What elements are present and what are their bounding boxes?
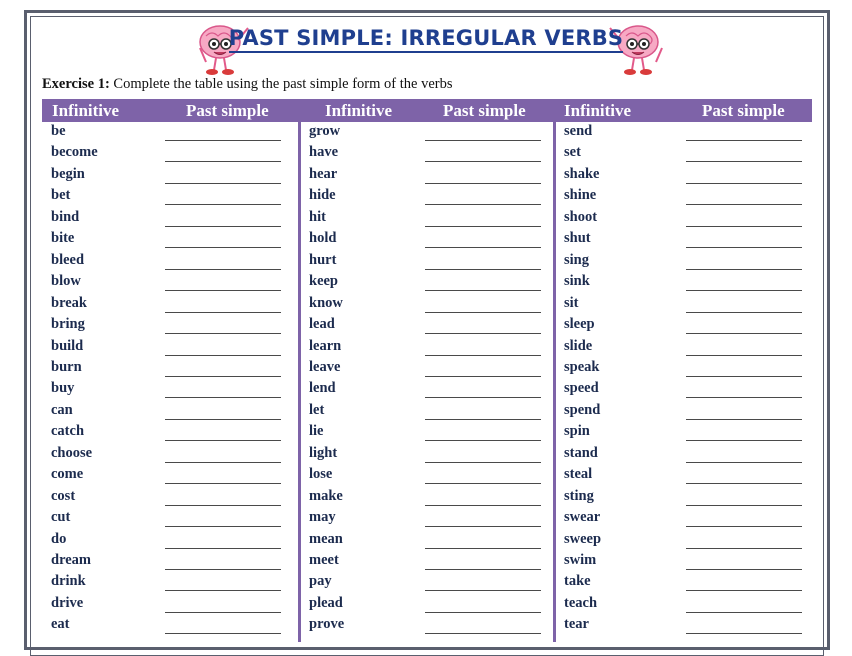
past-simple-answer-blank[interactable] — [425, 161, 541, 162]
verb-infinitive: swear — [564, 509, 601, 526]
verb-infinitive: can — [51, 401, 73, 418]
past-simple-answer-blank[interactable] — [686, 161, 802, 162]
verb-infinitive: hit — [309, 208, 326, 225]
verb-infinitive: lie — [309, 423, 324, 440]
column-divider — [553, 122, 556, 642]
past-simple-answer-blank[interactable] — [686, 612, 802, 613]
table-header — [42, 99, 812, 122]
past-simple-answer-blank[interactable] — [686, 569, 802, 570]
exercise-instruction: Exercise 1: Complete the table using the past simple form of the verbs — [42, 76, 453, 92]
verb-infinitive: may — [309, 509, 336, 526]
past-simple-answer-blank[interactable] — [686, 462, 802, 463]
header-infinitive-2: Infinitive — [325, 101, 393, 120]
past-simple-answer-blank[interactable] — [165, 247, 281, 248]
past-simple-answer-blank[interactable] — [425, 333, 541, 334]
past-simple-answer-blank[interactable] — [425, 226, 541, 227]
verb-infinitive: come — [51, 466, 84, 483]
verb-infinitive: spend — [564, 401, 601, 418]
verb-infinitive: hold — [309, 230, 337, 247]
past-simple-answer-blank[interactable] — [425, 462, 541, 463]
past-simple-answer-blank[interactable] — [165, 483, 281, 484]
verb-infinitive: drink — [51, 573, 86, 590]
verb-infinitive: steal — [564, 466, 593, 483]
past-simple-answer-blank[interactable] — [425, 140, 541, 141]
past-simple-answer-blank[interactable] — [425, 548, 541, 549]
past-simple-answer-blank[interactable] — [165, 140, 281, 141]
past-simple-answer-blank[interactable] — [425, 419, 541, 420]
past-simple-answer-blank[interactable] — [425, 612, 541, 613]
verb-infinitive: sleep — [564, 316, 595, 333]
past-simple-answer-blank[interactable] — [686, 483, 802, 484]
verb-infinitive: shake — [564, 165, 600, 182]
verb-infinitive: catch — [51, 423, 85, 440]
past-simple-answer-blank[interactable] — [686, 526, 802, 527]
header-past-simple-3: Past simple — [702, 101, 785, 120]
past-simple-answer-blank[interactable] — [165, 590, 281, 591]
verb-infinitive: have — [309, 144, 338, 161]
past-simple-answer-blank[interactable] — [425, 526, 541, 527]
past-simple-answer-blank[interactable] — [686, 226, 802, 227]
header-past-simple-2: Past simple — [443, 101, 526, 120]
past-simple-answer-blank[interactable] — [686, 355, 802, 356]
past-simple-answer-blank[interactable] — [425, 355, 541, 356]
verb-infinitive: leave — [309, 358, 341, 375]
past-simple-answer-blank[interactable] — [165, 376, 281, 377]
past-simple-answer-blank[interactable] — [686, 140, 802, 141]
past-simple-answer-blank[interactable] — [686, 333, 802, 334]
verb-infinitive: stand — [564, 444, 598, 461]
verb-infinitive: build — [51, 337, 84, 354]
column-divider — [298, 122, 301, 642]
past-simple-answer-blank[interactable] — [165, 269, 281, 270]
past-simple-answer-blank[interactable] — [425, 204, 541, 205]
past-simple-answer-blank[interactable] — [165, 290, 281, 291]
header-past-simple-1: Past simple — [186, 101, 269, 120]
header-infinitive-3: Infinitive — [564, 101, 632, 120]
past-simple-answer-blank[interactable] — [425, 247, 541, 248]
past-simple-answer-blank[interactable] — [165, 462, 281, 463]
verb-infinitive: light — [309, 444, 338, 461]
verb-infinitive: sting — [564, 487, 594, 504]
verb-infinitive: learn — [309, 337, 342, 354]
verb-infinitive: shine — [564, 187, 597, 204]
verb-infinitive: speed — [564, 380, 599, 397]
verb-infinitive: sing — [564, 251, 589, 268]
verb-infinitive: grow — [309, 123, 341, 139]
verb-infinitive: begin — [51, 165, 85, 182]
past-simple-answer-blank[interactable] — [165, 183, 281, 184]
past-simple-answer-blank[interactable] — [425, 290, 541, 291]
past-simple-answer-blank[interactable] — [686, 590, 802, 591]
verb-infinitive: take — [564, 573, 591, 590]
verb-infinitive: plead — [309, 594, 343, 611]
verb-infinitive: hide — [309, 187, 336, 204]
past-simple-answer-blank[interactable] — [425, 183, 541, 184]
verb-infinitive: break — [51, 294, 87, 311]
past-simple-answer-blank[interactable] — [686, 183, 802, 184]
past-simple-answer-blank[interactable] — [686, 204, 802, 205]
past-simple-answer-blank[interactable] — [165, 505, 281, 506]
verb-infinitive: teach — [564, 594, 598, 611]
past-simple-answer-blank[interactable] — [686, 376, 802, 377]
past-simple-answer-blank[interactable] — [686, 440, 802, 441]
past-simple-answer-blank[interactable] — [686, 290, 802, 291]
verb-infinitive: lend — [309, 380, 336, 397]
past-simple-answer-blank[interactable] — [686, 505, 802, 506]
past-simple-answer-blank[interactable] — [165, 633, 281, 634]
verb-infinitive: bind — [51, 208, 80, 225]
page-title: PAST SIMPLE: IRREGULAR VERBS — [0, 26, 852, 50]
verb-infinitive: bet — [51, 187, 71, 204]
verb-infinitive: hurt — [309, 251, 337, 268]
past-simple-answer-blank[interactable] — [165, 548, 281, 549]
past-simple-answer-blank[interactable] — [165, 204, 281, 205]
verb-infinitive: let — [309, 401, 325, 418]
past-simple-answer-blank[interactable] — [425, 397, 541, 398]
past-simple-answer-blank[interactable] — [686, 247, 802, 248]
past-simple-answer-blank[interactable] — [165, 612, 281, 613]
verb-infinitive: dream — [51, 552, 92, 568]
verb-infinitive: know — [309, 294, 343, 311]
verb-infinitive: set — [564, 144, 581, 161]
past-simple-answer-blank[interactable] — [425, 569, 541, 570]
verb-infinitive: sit — [564, 294, 579, 311]
verb-infinitive: lead — [309, 316, 335, 333]
past-simple-answer-blank[interactable] — [165, 419, 281, 420]
past-simple-answer-blank[interactable] — [425, 440, 541, 441]
verb-infinitive: make — [309, 487, 343, 504]
past-simple-answer-blank[interactable] — [425, 505, 541, 506]
verb-infinitive: mean — [309, 530, 343, 547]
past-simple-answer-blank[interactable] — [686, 269, 802, 270]
past-simple-answer-blank[interactable] — [686, 633, 802, 634]
past-simple-answer-blank[interactable] — [165, 333, 281, 334]
verb-infinitive: slide — [564, 337, 593, 354]
verb-infinitive: shoot — [564, 208, 598, 225]
past-simple-answer-blank[interactable] — [686, 312, 802, 313]
verb-infinitive: bleed — [51, 251, 85, 268]
past-simple-answer-blank[interactable] — [425, 269, 541, 270]
past-simple-answer-blank[interactable] — [165, 226, 281, 227]
verb-infinitive: eat — [51, 616, 70, 633]
verb-infinitive: do — [51, 530, 67, 547]
verb-infinitive: be — [51, 123, 66, 139]
header-infinitive-1: Infinitive — [52, 101, 120, 120]
verb-infinitive: lose — [309, 466, 333, 483]
past-simple-answer-blank[interactable] — [165, 440, 281, 441]
past-simple-answer-blank[interactable] — [425, 376, 541, 377]
verb-infinitive: become — [51, 144, 98, 161]
verb-infinitive: burn — [51, 358, 82, 375]
verb-infinitive: bite — [51, 230, 75, 247]
past-simple-answer-blank[interactable] — [425, 590, 541, 591]
past-simple-answer-blank[interactable] — [686, 548, 802, 549]
verb-infinitive: sweep — [564, 530, 602, 547]
past-simple-answer-blank[interactable] — [165, 526, 281, 527]
verb-infinitive: blow — [51, 273, 81, 290]
past-simple-answer-blank[interactable] — [165, 569, 281, 570]
verb-infinitive: bring — [51, 316, 85, 333]
verb-infinitive: hear — [309, 165, 338, 182]
verb-infinitive: choose — [51, 444, 93, 461]
verb-infinitive: send — [564, 123, 593, 139]
verb-infinitive: tear — [564, 616, 589, 633]
verb-infinitive: sink — [564, 273, 590, 290]
past-simple-answer-blank[interactable] — [165, 312, 281, 313]
verb-infinitive: buy — [51, 380, 75, 397]
verb-infinitive: prove — [309, 616, 345, 633]
past-simple-answer-blank[interactable] — [425, 312, 541, 313]
past-simple-answer-blank[interactable] — [686, 397, 802, 398]
past-simple-answer-blank[interactable] — [165, 355, 281, 356]
verb-infinitive: spin — [564, 423, 590, 440]
verb-infinitive: meet — [309, 552, 339, 568]
past-simple-answer-blank[interactable] — [686, 419, 802, 420]
verb-infinitive: swim — [564, 552, 597, 568]
past-simple-answer-blank[interactable] — [165, 397, 281, 398]
past-simple-answer-blank[interactable] — [425, 483, 541, 484]
verb-infinitive: cut — [51, 509, 71, 526]
verb-infinitive: pay — [309, 573, 332, 590]
verb-infinitive: drive — [51, 594, 84, 611]
verb-infinitive: shut — [564, 230, 591, 247]
past-simple-answer-blank[interactable] — [165, 161, 281, 162]
verb-infinitive: cost — [51, 487, 76, 504]
verb-infinitive: speak — [564, 358, 600, 375]
verb-infinitive: keep — [309, 273, 338, 290]
past-simple-answer-blank[interactable] — [425, 633, 541, 634]
